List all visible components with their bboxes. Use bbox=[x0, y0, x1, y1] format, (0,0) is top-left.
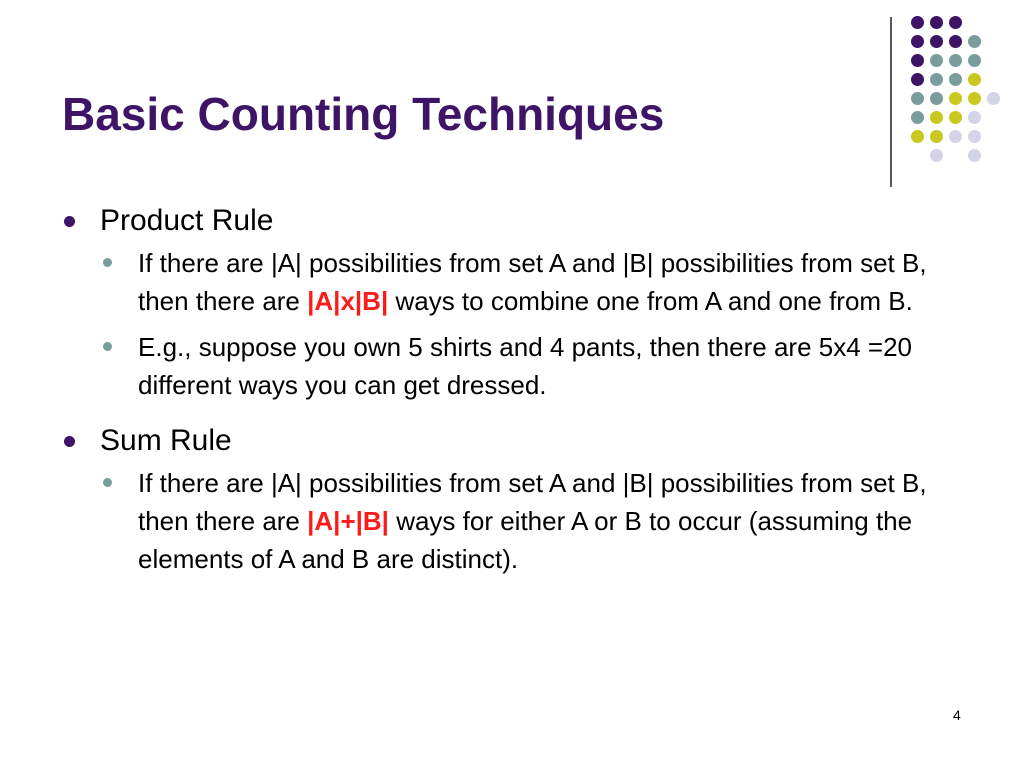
decor-dot bbox=[930, 54, 943, 67]
decor-dot bbox=[968, 92, 981, 105]
vertical-divider bbox=[890, 17, 892, 187]
bullet-dot-icon bbox=[64, 436, 75, 447]
sub-bullet-dot-icon bbox=[103, 342, 112, 351]
decor-dot bbox=[968, 35, 981, 48]
decor-dot bbox=[949, 16, 962, 29]
decor-dot bbox=[968, 130, 981, 143]
decor-dot bbox=[911, 111, 924, 124]
decor-dot bbox=[949, 130, 962, 143]
slide-title: Basic Counting Techniques bbox=[62, 88, 665, 140]
sub-bullet-text: If there are |A| possibilities from set A and |B| possibilities from set B, then there are bbox=[138, 248, 927, 316]
decor-dot bbox=[968, 73, 981, 86]
decor-dot bbox=[930, 111, 943, 124]
page-number: 4 bbox=[953, 707, 961, 723]
sub-bullet-product-definition bbox=[62, 244, 958, 320]
bullet-label: Sum Rule bbox=[100, 424, 232, 457]
sub-bullet-text: E.g., suppose you own 5 shirts and 4 pants, then there are 5x4 =20 different ways you can get dressed. bbox=[138, 332, 913, 400]
sub-bullet-text-continued: ways to combine one from A and one from B. bbox=[388, 286, 913, 316]
decor-dot bbox=[968, 149, 981, 162]
product-formula: |A|x|B| bbox=[307, 286, 389, 316]
decor-dot bbox=[949, 54, 962, 67]
decor-dot bbox=[949, 35, 962, 48]
decor-dot bbox=[930, 35, 943, 48]
decor-dot bbox=[930, 16, 943, 29]
decor-dot bbox=[911, 54, 924, 67]
decor-dot bbox=[911, 130, 924, 143]
decor-dot bbox=[911, 35, 924, 48]
decor-dot bbox=[949, 73, 962, 86]
decor-dot bbox=[930, 92, 943, 105]
decor-dot bbox=[949, 111, 962, 124]
decor-dot bbox=[930, 73, 943, 86]
decor-dot bbox=[930, 149, 943, 162]
decor-dot bbox=[968, 111, 981, 124]
bullet-sum-rule bbox=[62, 422, 992, 460]
sub-bullet-text: If there are |A| possibilities from set A and |B| possibilities from set B, then there are bbox=[138, 468, 927, 536]
decor-dot bbox=[911, 73, 924, 86]
sub-bullet-sum-definition bbox=[62, 464, 958, 578]
sum-formula: |A|+|B| bbox=[307, 506, 389, 536]
sub-bullet-text-continued: ways for either A or B to occur (assuming the elements of A and B are distinct). bbox=[138, 506, 913, 574]
decor-dot bbox=[911, 92, 924, 105]
decor-dot bbox=[987, 92, 1000, 105]
decor-dot bbox=[930, 130, 943, 143]
bullet-product-rule bbox=[62, 202, 992, 240]
sub-bullet-product-example bbox=[62, 328, 958, 404]
sub-bullet-dot-icon bbox=[103, 258, 112, 267]
decor-dot bbox=[968, 54, 981, 67]
slide-body bbox=[62, 202, 992, 578]
decor-dot bbox=[911, 16, 924, 29]
decor-dot bbox=[949, 92, 962, 105]
bullet-dot-icon bbox=[64, 216, 75, 227]
bullet-label: Product Rule bbox=[100, 204, 274, 237]
sub-bullet-dot-icon bbox=[103, 478, 112, 487]
